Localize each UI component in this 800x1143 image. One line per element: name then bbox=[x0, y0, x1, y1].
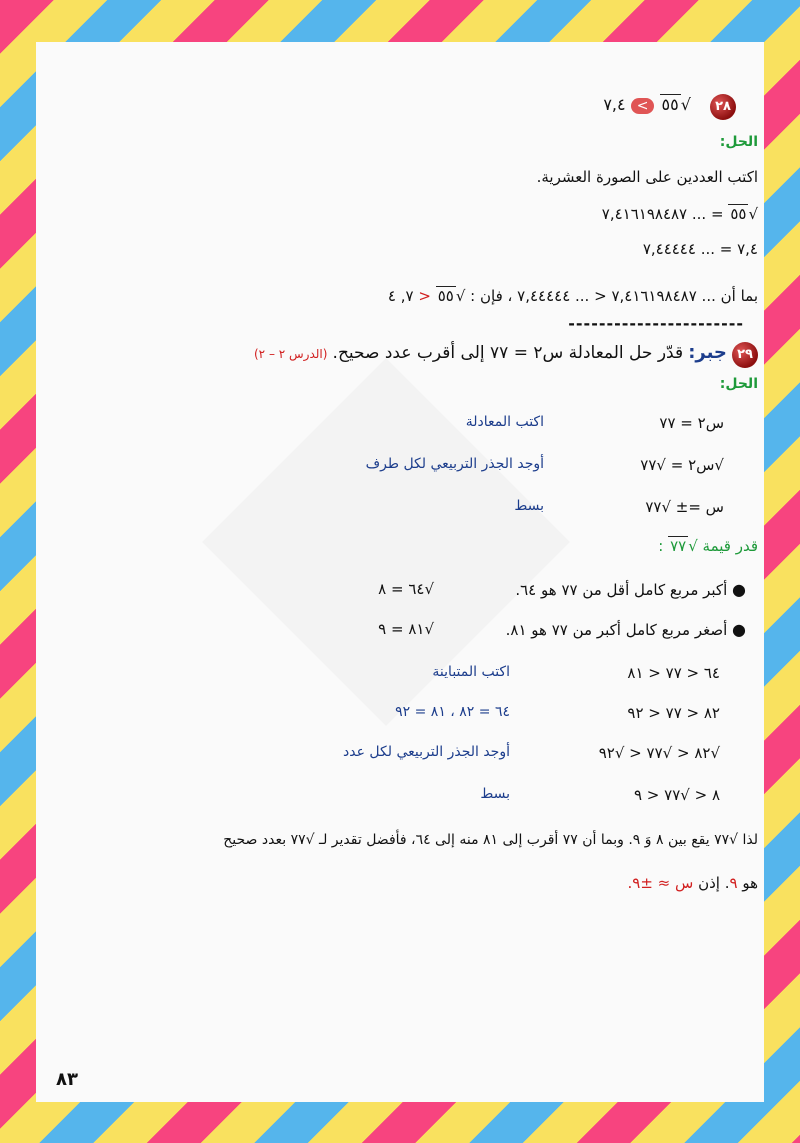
bullet-1-result: √٦٤ = ٨ bbox=[378, 580, 434, 598]
bullet-1-dot: ● bbox=[732, 580, 746, 599]
instruction-28: اكتب العددين على الصورة العشرية. bbox=[536, 168, 758, 186]
topic-label: جبر: bbox=[688, 342, 727, 363]
header-radicand: ٥٥ bbox=[661, 95, 679, 114]
step-2-note: أوجد الجذر التربيعي لكل طرف bbox=[365, 456, 544, 472]
worksheet-page bbox=[36, 42, 764, 1102]
ineq-4-math: ٨ < √٧٧ < ٩ bbox=[633, 786, 720, 804]
ineq-3-math: √٨٢ < √٧٧ < √٩٢ bbox=[598, 744, 720, 762]
question-29: قدّر حل المعادلة س٢ = ٧٧ إلى أقرب عدد صحيح. bbox=[332, 343, 684, 363]
problem-29-badge: ٢٩ bbox=[732, 342, 758, 368]
final-line-2: هو ٩. إذن س ≈ ±٩. bbox=[627, 874, 758, 892]
step-1-note: اكتب المعادلة bbox=[465, 414, 544, 430]
step-3-note: بسط bbox=[514, 498, 544, 514]
decimal-line-1: √٥٥ = ... ٧,٤١٦١٩٨٤٨٧ bbox=[601, 205, 758, 223]
ineq-1-math: ٦٤ < ٧٧ < ٨١ bbox=[627, 664, 720, 682]
ineq-3-note: أوجد الجذر التربيعي لكل عدد bbox=[343, 744, 510, 760]
divider: ----------------------- bbox=[568, 314, 744, 333]
solution-label-29: الحل: bbox=[719, 376, 758, 392]
bullet-2-result: √٨١ = ٩ bbox=[378, 620, 434, 638]
bullet-1: ● أكبر مربع كامل أقل من ٧٧ هو ٦٤. bbox=[515, 580, 746, 599]
ineq-4-note: بسط bbox=[480, 786, 510, 802]
step-1-math: س٢ = ٧٧ bbox=[659, 414, 724, 432]
ineq-2-math: ٨٢ < ٧٧ < ٩٢ bbox=[627, 704, 720, 722]
decimal-line-2: ٧,٤ = ... ٧,٤٤٤٤٤ bbox=[642, 240, 758, 258]
problem-28-header: ٢٨ √٥٥ > ٧,٤ bbox=[603, 94, 736, 120]
page-number: ٨٣ bbox=[56, 1069, 78, 1090]
header-sign: > bbox=[631, 98, 655, 114]
ineq-1-note: اكتب المتباينة bbox=[432, 664, 510, 680]
problem-28-badge: ٢٨ bbox=[710, 94, 736, 120]
final-answer: س ≈ ±٩. bbox=[627, 874, 694, 892]
bullet-2: ● أصغر مربع كامل أكبر من ٧٧ هو ٨١. bbox=[505, 620, 746, 639]
bullet-2-dot: ● bbox=[732, 620, 746, 639]
final-line-1: لذا √٧٧ يقع بين ٨ وَ ٩. وبما أن ٧٧ أقرب إلى ٨١ منه إلى ٦٤، فأفضل تقدير لـ √٧٧ بعدد صحيح bbox=[223, 832, 758, 848]
step-2-math: √س٢ = √٧٧ bbox=[640, 456, 724, 474]
lesson-ref: (الدرس ٢ – ٢) bbox=[253, 347, 328, 361]
problem-29-header bbox=[254, 342, 758, 368]
ineq-2-note: ٦٤ = ٨٢ ، ٨١ = ٩٢ bbox=[395, 704, 510, 720]
estimate-label: قدر قيمة √٧٧ : bbox=[658, 537, 758, 555]
conclusion-28: بما أن ... ٧,٤١٦١٩٨٤٨٧ < ... ٧,٤٤٤٤٤ ، فإن : √٥٥ < ٧, ٤ bbox=[387, 287, 758, 305]
header-left-value: ٧,٤ bbox=[603, 95, 626, 114]
step-3-math: س =± √٧٧ bbox=[645, 498, 724, 516]
solution-label-28: الحل: bbox=[719, 134, 758, 150]
